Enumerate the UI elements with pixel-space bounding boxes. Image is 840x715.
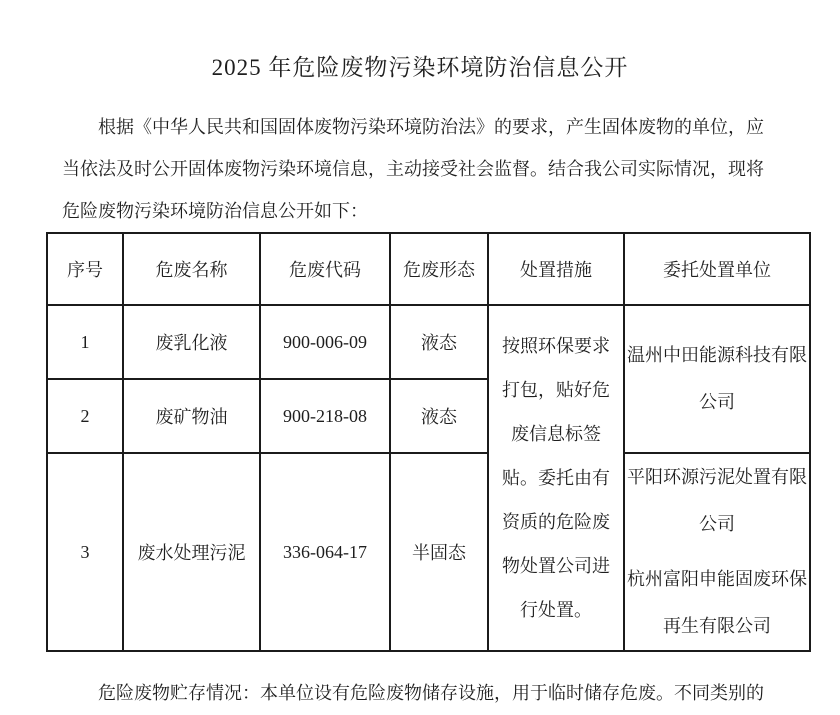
row2-waste-form: 液态 (390, 379, 488, 453)
header-waste-form: 危废形态 (390, 233, 488, 305)
header-disposal-measure: 处置措施 (488, 233, 624, 305)
header-waste-name: 危废名称 (123, 233, 260, 305)
measure-line-5: 资质的危险废 (502, 512, 610, 532)
storage-status-paragraph: 危险废物贮存情况：本单位设有危险废物储存设施，用于临时储存危废。不同类别的 (98, 683, 764, 703)
row2-waste-name: 废矿物油 (123, 379, 260, 453)
entrusted-unit-cell-row-3 (624, 453, 810, 651)
row2-waste-code: 900-218-08 (260, 379, 390, 453)
entrusted-unit-cell-rows-1-2 (624, 305, 810, 453)
measure-line-1: 按照环保要求 (502, 336, 610, 356)
measure-line-4: 贴。委托由有 (502, 468, 610, 488)
header-seq: 序号 (47, 233, 123, 305)
measure-line-6: 物处置公司进 (502, 556, 610, 576)
header-waste-code: 危废代码 (260, 233, 390, 305)
row3-waste-name: 废水处理污泥 (123, 453, 260, 651)
entrusted-unit-name-a: 平阳环源污泥处置有限公司 (627, 467, 807, 534)
row1-seq: 1 (47, 305, 123, 379)
header-entrusted-unit: 委托处置单位 (624, 233, 810, 305)
entrusted-unit-name-b: 杭州富阳申能固废环保再生有限公司 (627, 569, 807, 636)
measure-line-3: 废信息标签 (511, 424, 601, 444)
row1-waste-code: 900-006-09 (260, 305, 390, 379)
hazardous-waste-table (46, 232, 811, 652)
intro-paragraph (62, 106, 792, 232)
row2-seq: 2 (47, 379, 123, 453)
row3-waste-code: 336-064-17 (260, 453, 390, 651)
table-row-1 (47, 305, 810, 379)
measure-line-7: 行处置。 (520, 600, 592, 620)
intro-line-1: 根据《中华人民共和国固体废物污染环境防治法》的要求，产生固体废物的单位，应 (98, 117, 764, 137)
table-header-row (47, 233, 810, 305)
row3-seq: 3 (47, 453, 123, 651)
row3-waste-form: 半固态 (390, 453, 488, 651)
row1-waste-form: 液态 (390, 305, 488, 379)
page-title: 2025 年危险废物污染环境防治信息公开 (211, 55, 629, 80)
row1-waste-name: 废乳化液 (123, 305, 260, 379)
disposal-measure-cell (488, 305, 624, 651)
intro-line-3: 危险废物污染环境防治信息公开如下： (62, 201, 368, 221)
table-row-3 (47, 453, 810, 651)
entrusted-unit-name: 温州中田能源科技有限公司 (627, 345, 807, 412)
intro-line-2: 当依法及时公开固体废物污染环境信息，主动接受社会监督。结合我公司实际情况，现将 (62, 159, 764, 179)
measure-line-2: 打包，贴好危 (502, 380, 610, 400)
